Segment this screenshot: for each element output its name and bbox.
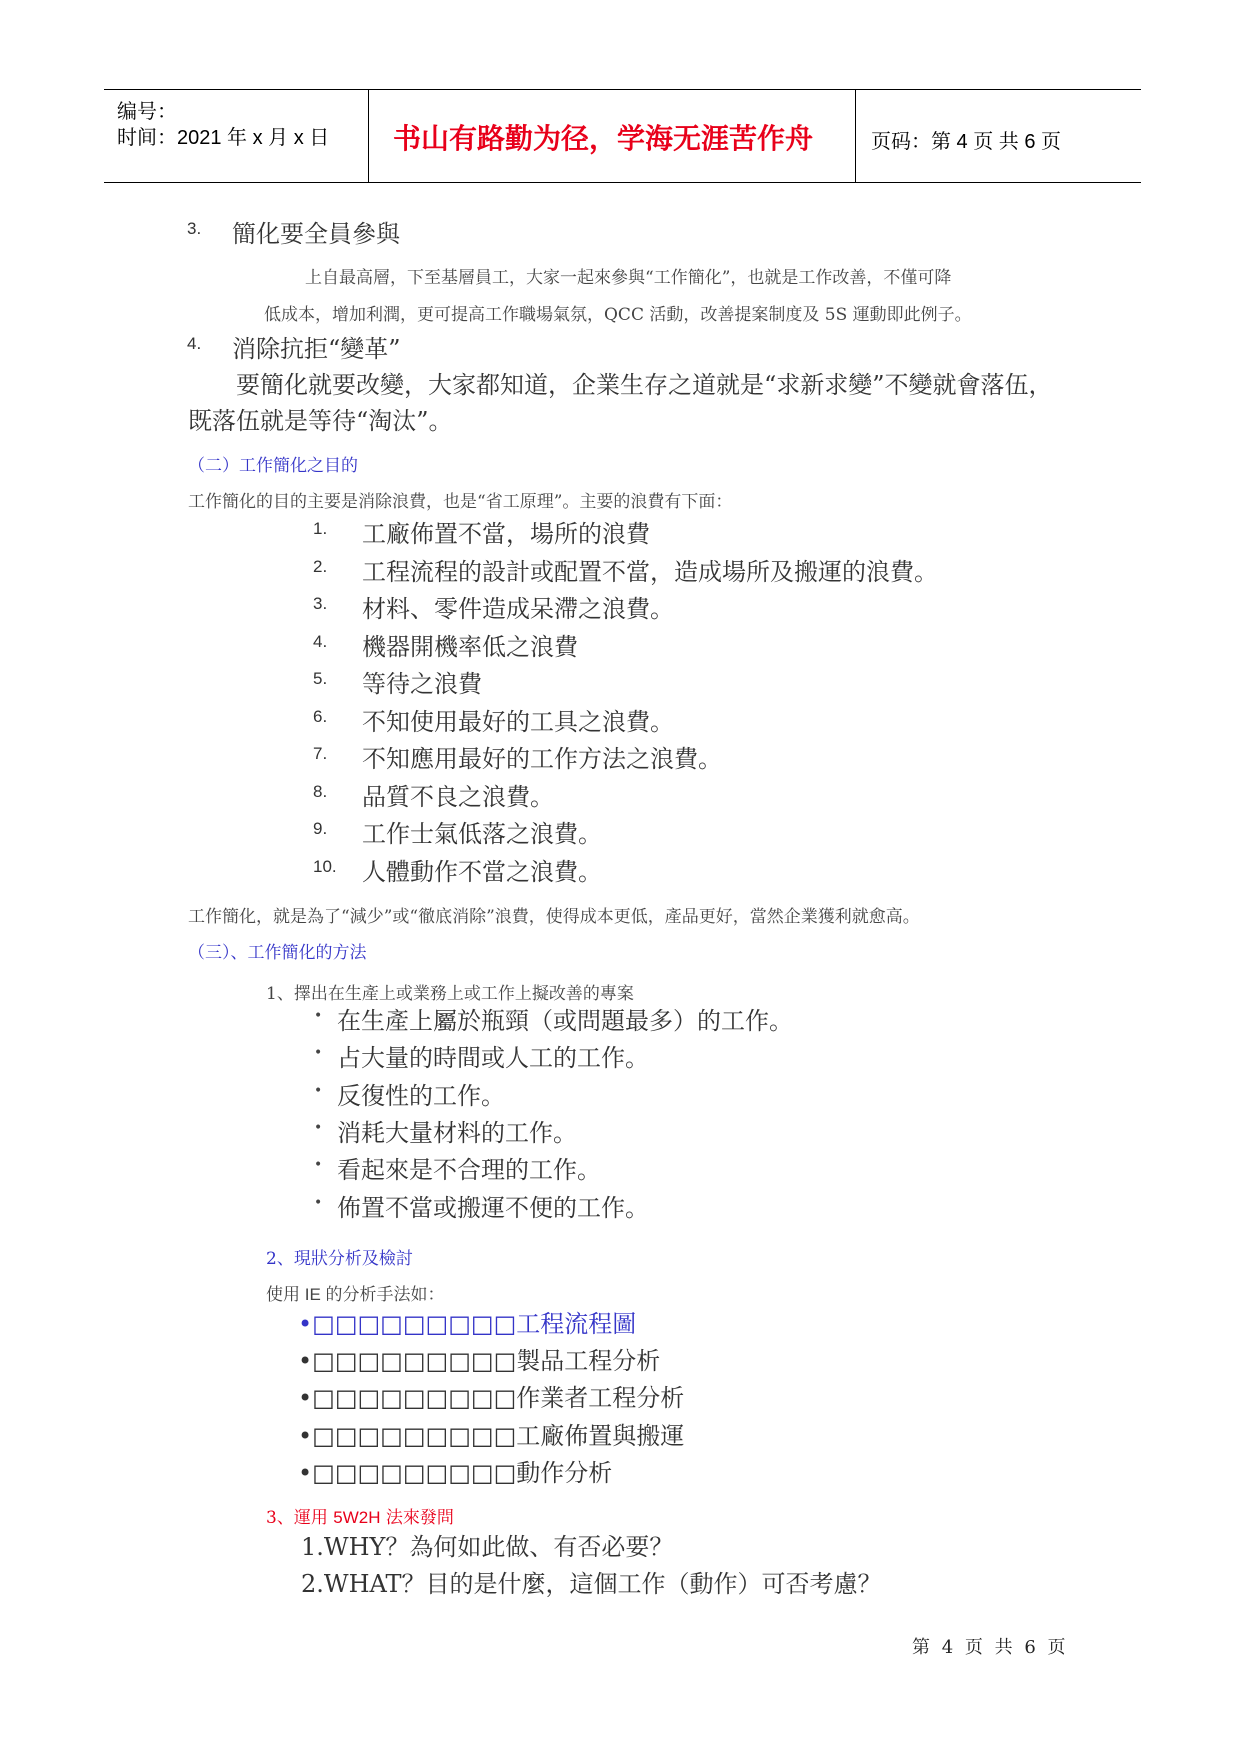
item-3-text-line2: 低成本，增加利潤，更可提高工作職場氣氛，QCC 活動，改善提案制度及 5S 運動即此例子。: [264, 305, 972, 325]
target-task-item: 反復性的工作。: [337, 1081, 505, 1110]
target-task-item: 在生產上屬於瓶頸（或問題最多）的工作。: [337, 1007, 793, 1035]
waste-item-number: 5.: [313, 669, 328, 688]
ie-method-item: •□□□□□□□□□工廠佈置與搬運: [298, 1421, 685, 1450]
target-task-item: 消耗大量材料的工作。: [337, 1118, 577, 1147]
document-number-label: 编号：: [117, 101, 177, 123]
ie-method-item: •□□□□□□□□□工程流程圖: [298, 1310, 637, 1338]
waste-item-number: 9.: [313, 819, 328, 838]
waste-item-number: 1.: [313, 519, 328, 538]
waste-item-text: 工作士氣低落之浪費。: [362, 820, 602, 848]
bullet-dot-icon: •: [314, 1008, 323, 1024]
waste-item-number: 4.: [313, 631, 328, 651]
waste-item-text: 品質不良之浪費。: [362, 782, 554, 811]
item-4-number: 4.: [187, 334, 202, 353]
section-3-heading: （三）、工作簡化的方法: [188, 943, 367, 963]
waste-item-number: 7.: [313, 744, 328, 763]
section-2-intro: 工作簡化的目的主要是消除浪費，也是“省工原理”。主要的浪費有下面：: [188, 492, 733, 512]
ie-method-item: •□□□□□□□□□作業者工程分析: [298, 1384, 685, 1413]
section-2-summary: 工作簡化，就是為了“減少”或“徹底消除”浪費，使得成本更低，產品更好，當然企業獲利就愈高。: [188, 907, 920, 927]
target-task-item: 佈置不當或搬運不便的工作。: [337, 1193, 649, 1222]
section-2-heading: （二）工作簡化之目的: [188, 456, 358, 476]
header-top-rule: [104, 89, 1141, 90]
subsection-3-title-prefix: 3、運用: [266, 1508, 334, 1528]
bullet-dot-icon: •: [314, 1157, 323, 1174]
header-page-label: 页码：第 4 页 共 6 页: [871, 131, 1062, 153]
waste-item-text: 等待之浪費: [362, 670, 482, 698]
item-3-number: 3.: [187, 219, 202, 238]
ie-method-item: •□□□□□□□□□製品工程分析: [298, 1347, 661, 1376]
item-3-text-line1: 上自最高層，下至基層員工，大家一起來參與“工作簡化”，也就是工作改善，不僅可降: [305, 268, 952, 288]
waste-item-number: 6.: [313, 706, 328, 726]
waste-item-text: 工程流程的設計或配置不當，造成場所及搬運的浪費。: [362, 557, 938, 586]
ie-method-item: •□□□□□□□□□動作分析: [298, 1458, 613, 1487]
bullet-dot-icon: •: [314, 1194, 323, 1211]
target-task-item: 占大量的時間或人工的工作。: [337, 1044, 649, 1073]
subsection-3-title: [266, 1503, 454, 1528]
item-4-title: 消除抗拒“變革”: [232, 335, 401, 363]
waste-item-text: 不知使用最好的工具之浪費。: [362, 707, 674, 736]
question-item: 2.WHAT？目的是什麼，這個工作（動作）可否考慮？: [301, 1570, 882, 1598]
bullet-dot-icon: •: [314, 1045, 323, 1062]
header-divider-left: [368, 90, 369, 183]
target-task-item: 看起來是不合理的工作。: [337, 1156, 601, 1185]
subsection-1-title: 1、擇出在生產上或業務上或工作上擬改善的專案: [266, 984, 634, 1004]
waste-item-text: 不知應用最好的工作方法之浪費。: [362, 745, 722, 773]
header-motto: 书山有路勤为径，学海无涯苦作舟: [393, 122, 814, 155]
header-divider-right: [855, 90, 856, 183]
subsection-2-intro: 使用 IE 的分析手法如：: [266, 1285, 445, 1304]
waste-item-number: 3.: [313, 594, 328, 613]
waste-item-text: 人體動作不當之浪費。: [362, 857, 602, 886]
waste-item-text: 工廠佈置不當，場所的浪費: [362, 520, 650, 548]
subsection-3-title-suffix: 法來發問: [380, 1508, 454, 1528]
waste-item-number: 8.: [313, 781, 328, 801]
item-4-text-line1: 要簡化就要改變，大家都知道，企業生存之道就是“求新求變”不變就會落伍，: [236, 371, 1053, 399]
bullet-dot-icon: •: [314, 1119, 323, 1136]
document-time-label: 时间：2021 年 x 月 x 日: [117, 127, 330, 149]
item-4-text-line2: 既落伍就是等待“淘汰”。: [188, 407, 453, 435]
header-bottom-rule: [104, 182, 1141, 183]
waste-item-text: 材料、零件造成呆滯之浪費。: [362, 595, 674, 623]
item-3-title: 簡化要全員參與: [232, 220, 400, 248]
waste-item-text: 機器開機率低之浪費: [362, 632, 578, 661]
bullet-dot-icon: •: [314, 1082, 323, 1099]
waste-item-number: 10.: [313, 856, 337, 876]
page-footer: 第 4 页 共 6 页: [912, 1637, 1069, 1658]
subsection-2-title: 2、現狀分析及檢討: [266, 1249, 413, 1269]
waste-item-number: 2.: [313, 556, 328, 576]
subsection-3-title-code: 5W2H: [333, 1508, 381, 1527]
question-item: 1.WHY？為何如此做、有否必要？: [301, 1533, 674, 1561]
